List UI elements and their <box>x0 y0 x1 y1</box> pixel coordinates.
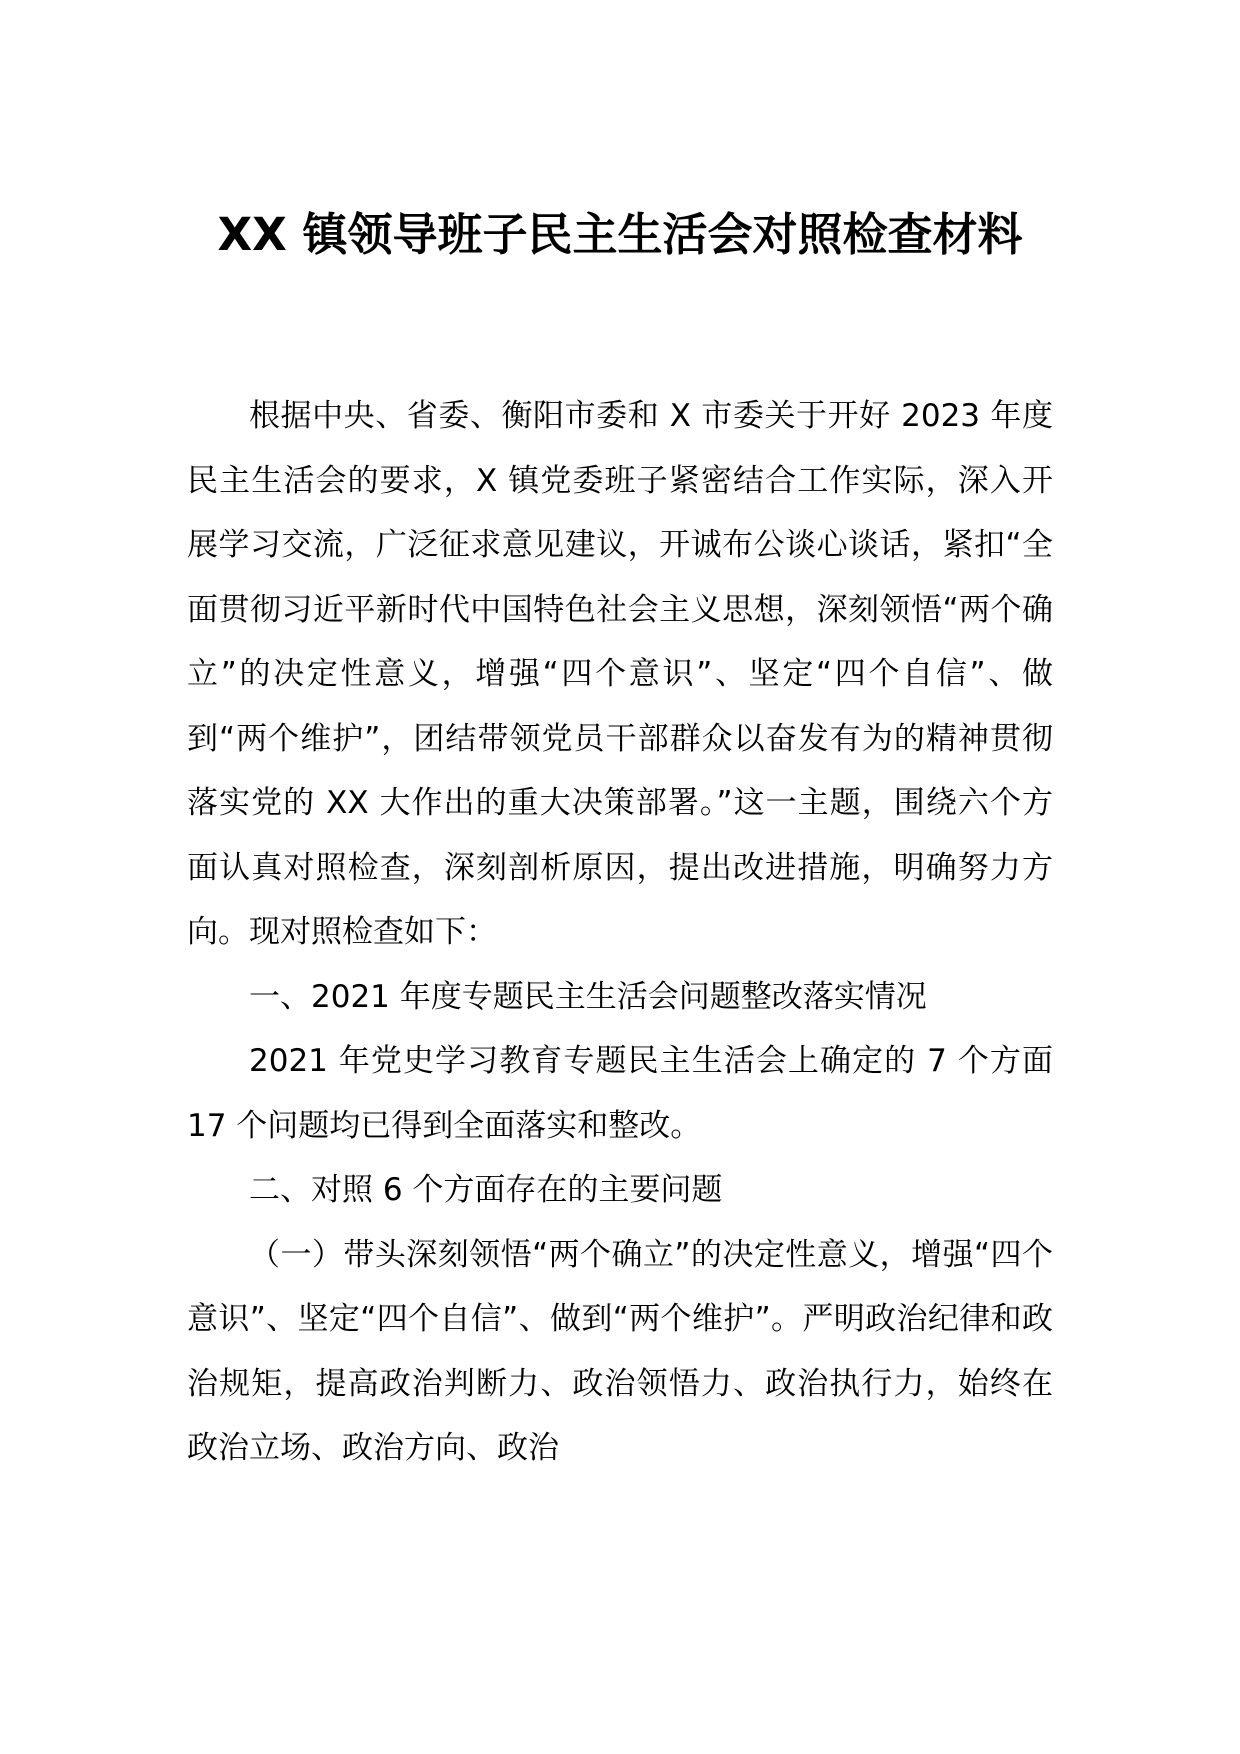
paragraph-intro: 根据中央、省委、衡阳市委和 X 市委关于开好 2023 年度民主生活会的要求，X 镇党委班子紧密结合工作实际，深入开展学习交流，广泛征求意见建议，开诚布公谈心谈话，紧扣“全面贯彻习近平新时代中国特色社会主义思想，深刻领悟“两个确立”的决定性意义，增强“四个意识”、坚定“四个自信”、做到“两个维护”，团结带领党员干部群众以奋发有为的精神贯彻落实党的 XX 大作出的重大决策部署。”这一主题，围绕六个方面认真对照检查，深刻剖析原因，提出改进措施，明确努力方向。现对照检查如下： <box>187 398 1053 950</box>
document-body <box>187 384 1053 1481</box>
paragraph-subsection-1: （一）带头深刻领悟“两个确立”的决定性意义，增强“四个意识”、坚定“四个自信”、做到“两个维护”。严明政治纪律和政治规矩，提高政治判断力、政治领悟力、政治执行力，始终在政治立场、政治方向、政治 <box>187 1236 1053 1466</box>
document-title: XX 镇领导班子民主生活会对照检查材料 <box>217 208 1023 261</box>
paragraph-section-1: 2021 年党史学习教育专题民主生活会上确定的 7 个方面 17 个问题均已得到全面落实和整改。 <box>187 1043 1053 1144</box>
heading-section-1: 一、2021 年度专题民主生活会问题整改落实情况 <box>249 978 927 1015</box>
heading-section-2: 二、对照 6 个方面存在的主要问题 <box>249 1172 723 1208</box>
